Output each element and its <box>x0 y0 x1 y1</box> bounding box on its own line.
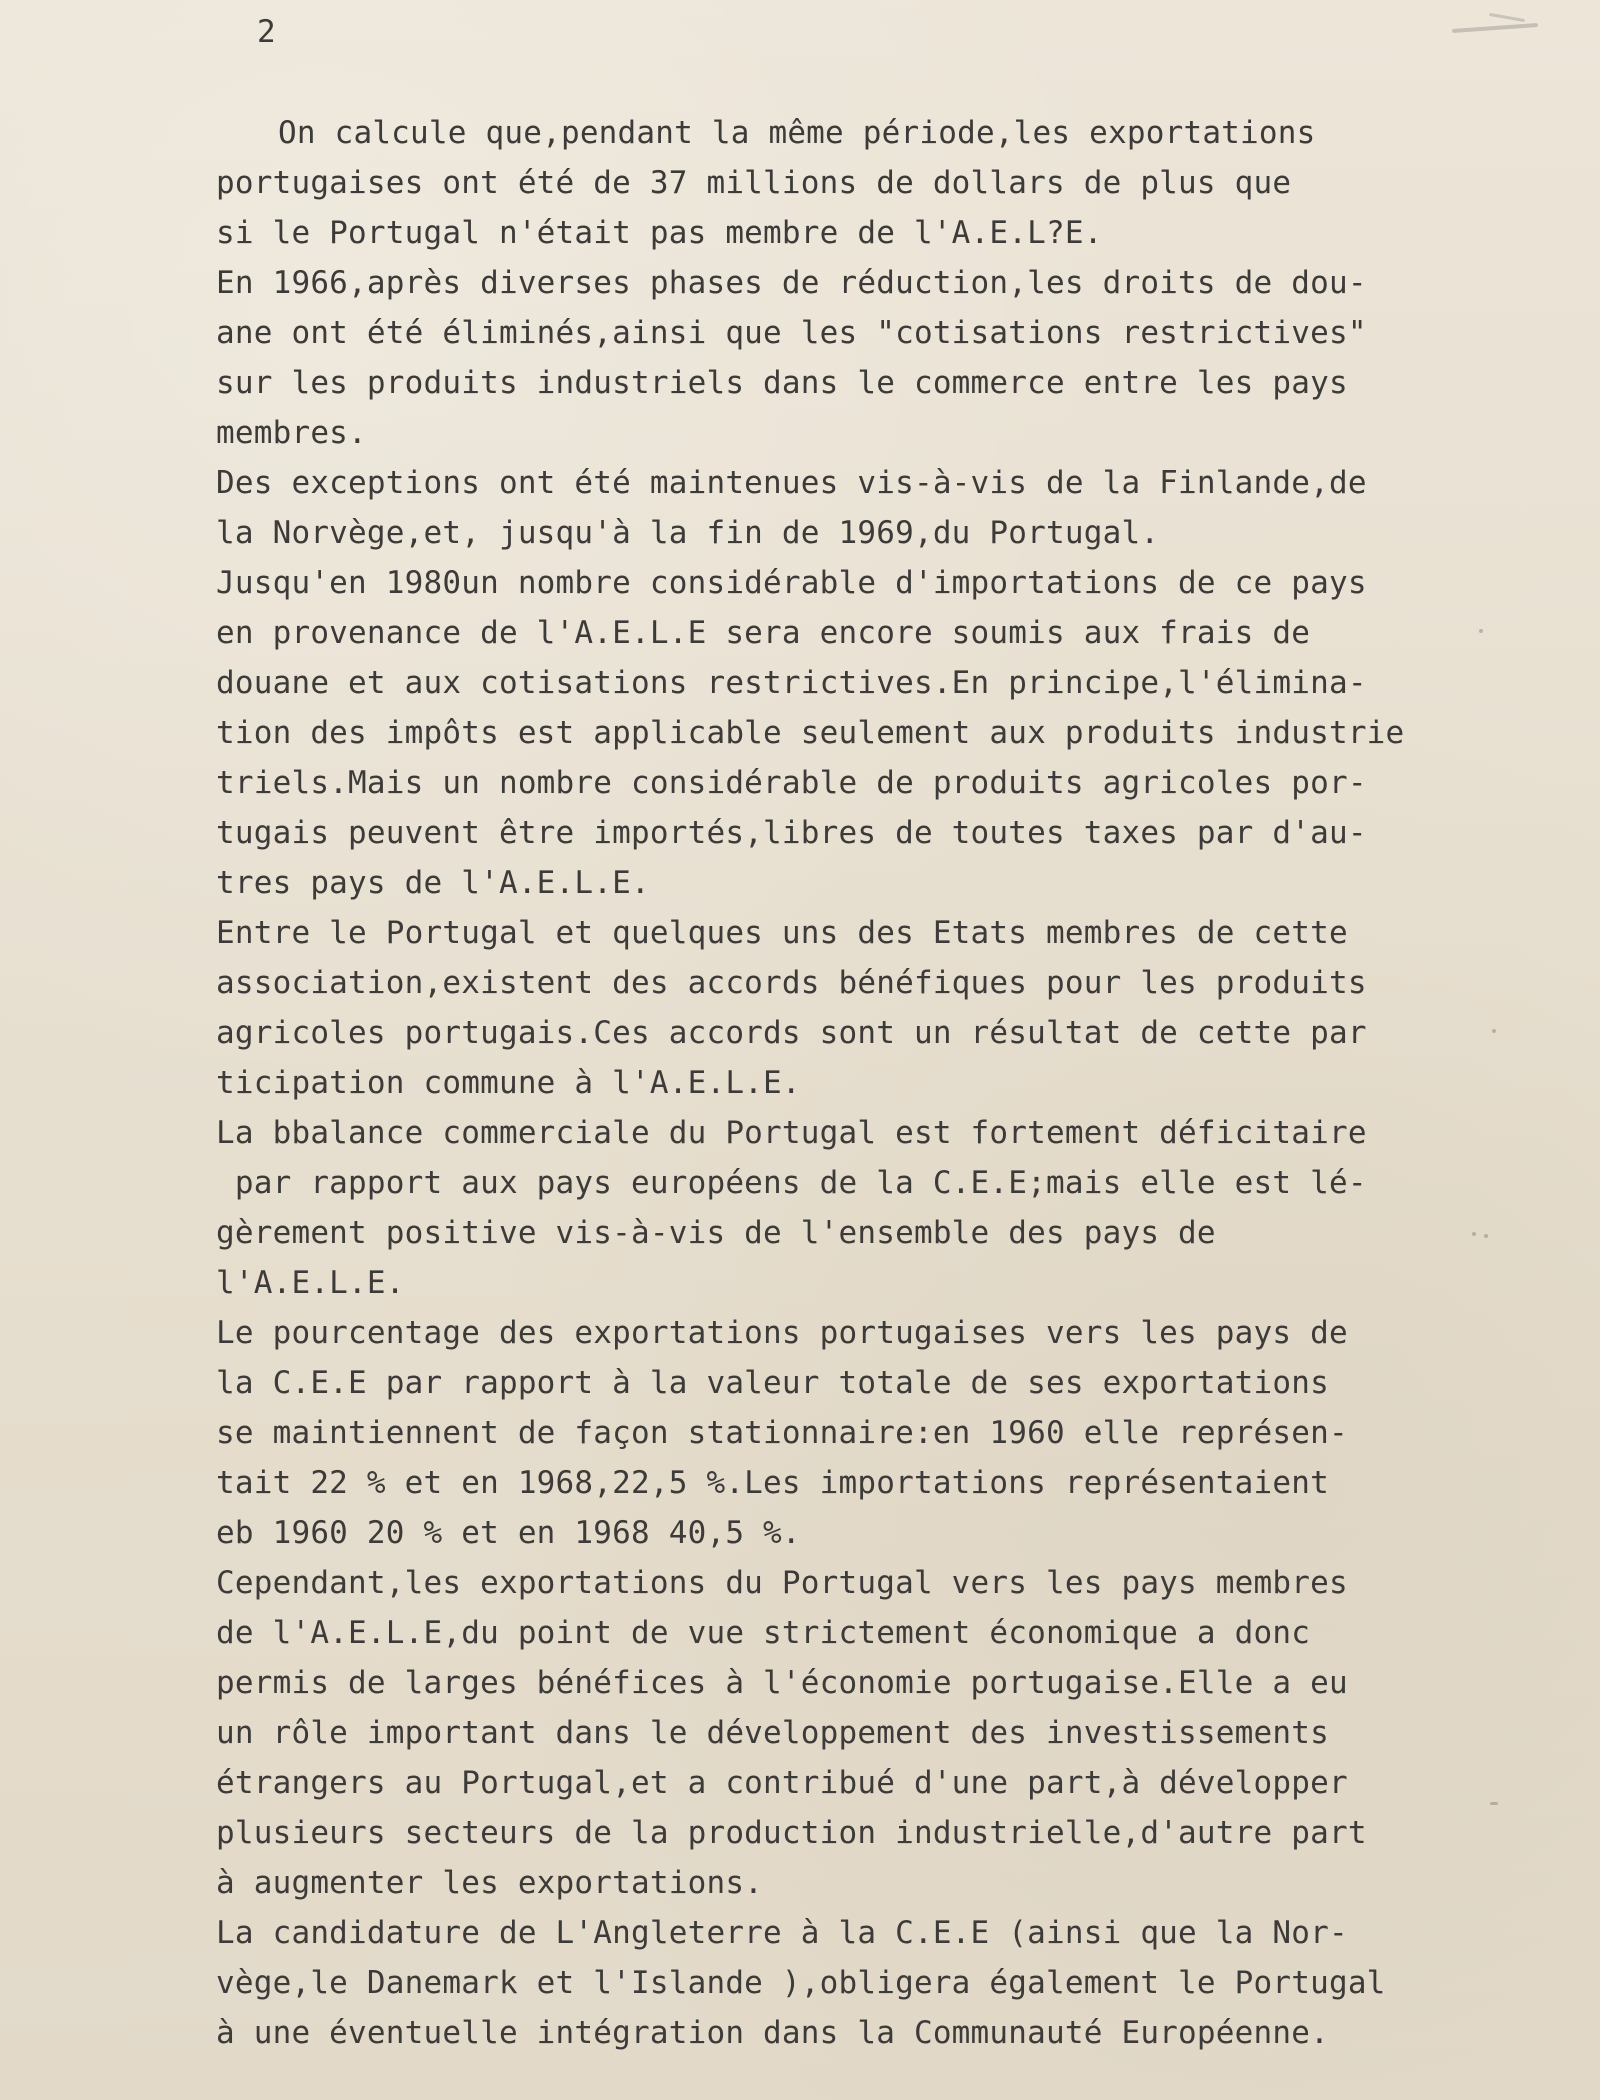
text-line: à une éventuelle intégration dans la Communauté Européenne. <box>216 2015 1329 2051</box>
text-line: tait 22 % et en 1968,22,5 %.Les importations représentaient <box>216 1465 1329 1501</box>
text-line: la C.E.E par rapport à la valeur totale de ses exportations <box>216 1365 1329 1401</box>
text-line: En 1966,après diverses phases de réduction,les droits de dou- <box>216 265 1367 301</box>
text-line: tres pays de l'A.E.L.E. <box>216 865 650 901</box>
paper-mark <box>1489 13 1525 22</box>
text-line: Entre le Portugal et quelques uns des Etats membres de cette <box>216 915 1348 951</box>
text-line: la Norvège,et, jusqu'à la fin de 1969,du Portugal. <box>216 515 1160 551</box>
paper-mark <box>1452 23 1538 33</box>
text-line: portugaises ont été de 37 millions de dollars de plus que <box>216 165 1292 201</box>
text-line: en provenance de l'A.E.L.E sera encore soumis aux frais de <box>216 615 1311 651</box>
text-line: se maintiennent de façon stationnaire:en 1960 elle représen- <box>216 1415 1348 1451</box>
text-line: agricoles portugais.Ces accords sont un résultat de cette par <box>216 1015 1367 1051</box>
text-line: ticipation commune à l'A.E.L.E. <box>216 1065 801 1101</box>
text-line: Des exceptions ont été maintenues vis-à-vis de la Finlande,de <box>216 465 1367 501</box>
text-line: association,existent des accords bénéfiques pour les produits <box>216 965 1367 1001</box>
text-line: douane et aux cotisations restrictives.En principe,l'élimina- <box>216 665 1367 701</box>
text-line: de l'A.E.L.E,du point de vue strictement économique a donc <box>216 1615 1311 1651</box>
text-line: eb 1960 20 % et en 1968 40,5 %. <box>216 1515 801 1551</box>
text-line: si le Portugal n'était pas membre de l'A.E.L?E. <box>216 215 1103 251</box>
text-line: un rôle important dans le développement des investissements <box>216 1715 1329 1751</box>
text-line: La candidature de L'Angleterre à la C.E.E (ainsi que la Nor- <box>216 1915 1348 1951</box>
text-line: à augmenter les exportations. <box>216 1865 764 1901</box>
text-line: membres. <box>216 415 367 451</box>
text-line: gèrement positive vis-à-vis de l'ensemble des pays de <box>216 1215 1216 1251</box>
text-line: Jusqu'en 1980un nombre considérable d'importations de ce pays <box>216 565 1367 601</box>
text-line: Cependant,les exportations du Portugal vers les pays membres <box>216 1565 1348 1601</box>
text-line: La bbalance commerciale du Portugal est fortement déficitaire <box>216 1115 1367 1151</box>
text-line: tugais peuvent être importés,libres de toutes taxes par d'au- <box>216 815 1367 851</box>
text-line: triels.Mais un nombre considérable de produits agricoles por- <box>216 765 1367 801</box>
text-line: étrangers au Portugal,et a contribué d'une part,à développer <box>216 1765 1348 1801</box>
text-line: tion des impôts est applicable seulement aux produits industrie <box>216 715 1405 751</box>
text-line: Le pourcentage des exportations portugaises vers les pays de <box>216 1315 1348 1351</box>
text-line: permis de larges bénéfices à l'économie portugaise.Elle a eu <box>216 1665 1348 1701</box>
text-line: vège,le Danemark et l'Islande ),obligera également le Portugal <box>216 1965 1386 2001</box>
text-line: ane ont été éliminés,ainsi que les "cotisations restrictives" <box>216 315 1367 351</box>
text-line: plusieurs secteurs de la production industrielle,d'autre part <box>216 1815 1367 1851</box>
text-line: par rapport aux pays européens de la C.E.E;mais elle est lé- <box>216 1165 1367 1201</box>
document-body <box>216 108 1516 2058</box>
page-number: 2 <box>257 14 277 50</box>
text-line: l'A.E.L.E. <box>216 1265 405 1301</box>
text-line: On calcule que,pendant la même période,les exportations <box>278 115 1316 151</box>
text-line: sur les produits industriels dans le commerce entre les pays <box>216 365 1348 401</box>
